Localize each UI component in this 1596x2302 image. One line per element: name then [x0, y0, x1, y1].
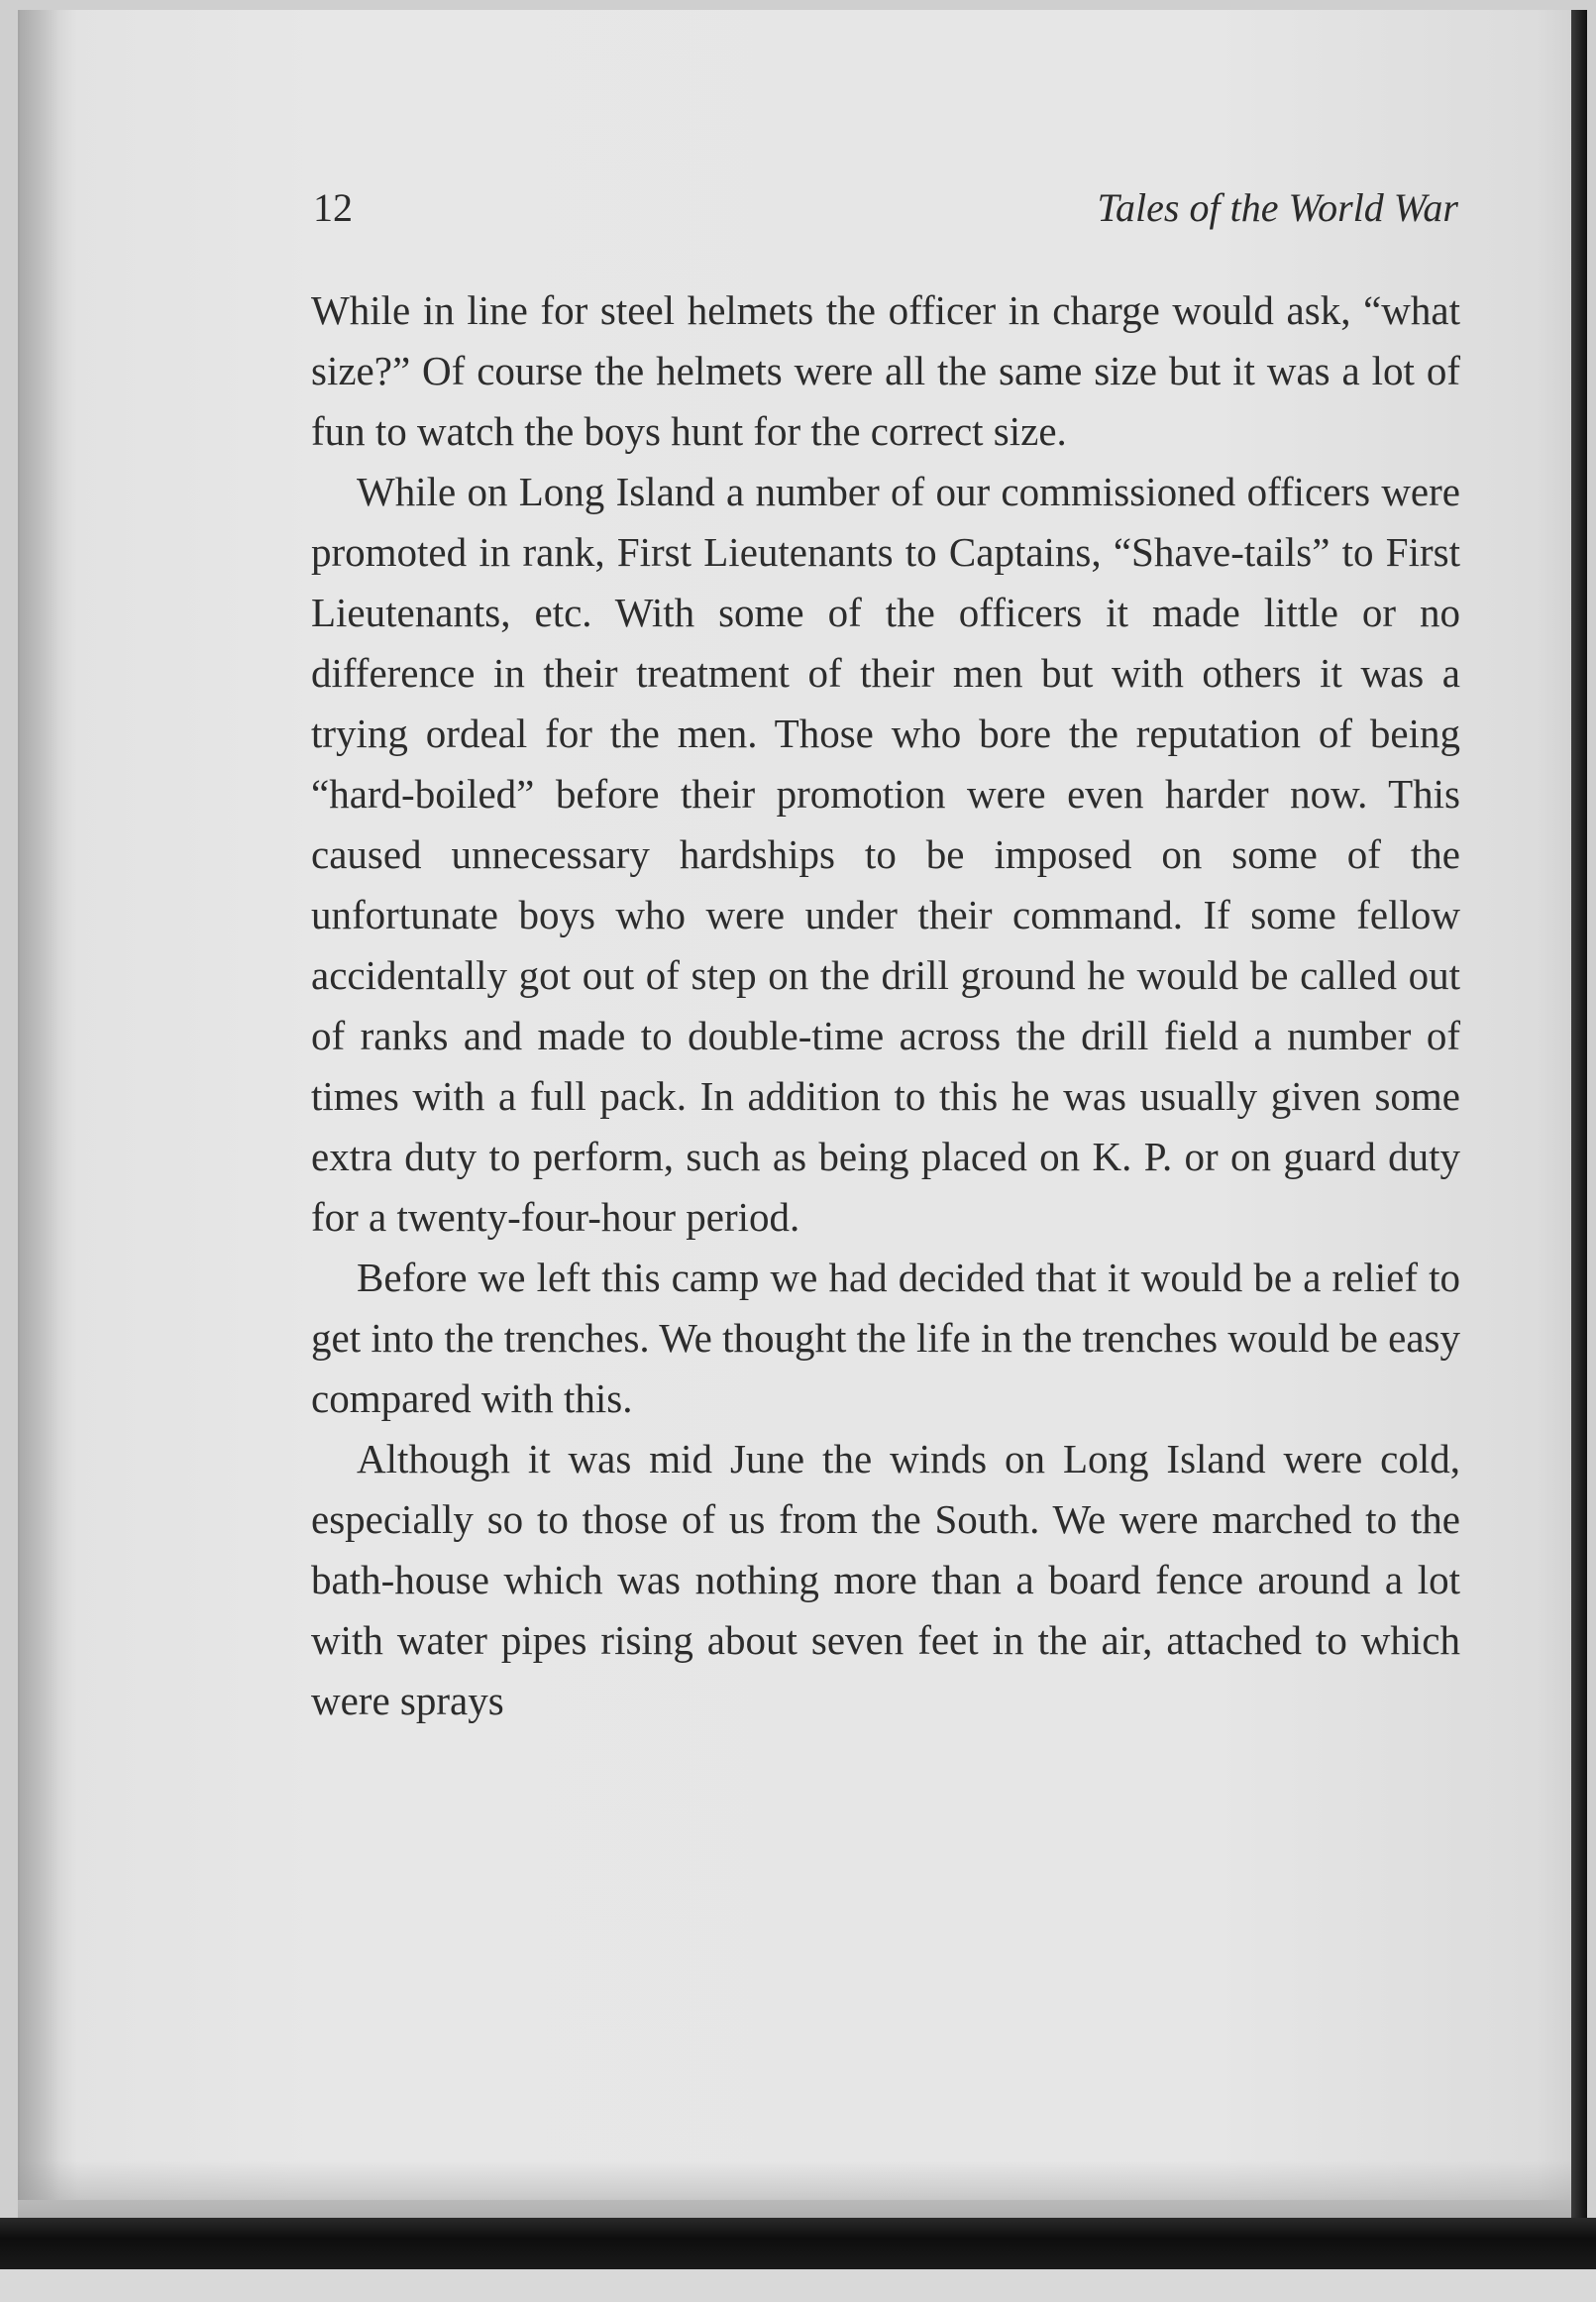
body-text — [311, 280, 1460, 1731]
scanner-bed — [0, 2269, 1596, 2302]
paragraph-4: Although it was mid June the winds on Long Island were cold, especially so to those of us from the South. We were marched to the bath-house which was nothing more than a board fence around a lot with water pipes rising about seven feet in the air, attached to which were sprays — [311, 1436, 1460, 1723]
paragraph-3: Before we left this camp we had decided that it would be a relief to get into the trenches. We thought the life in the trenches would be easy compared with this. — [311, 1255, 1460, 1421]
bottom-scan-edge — [0, 2218, 1596, 2269]
spine-shadow — [18, 10, 77, 2200]
bottom-shadow — [18, 2160, 1573, 2218]
running-title: Tales of the World War — [1097, 185, 1458, 230]
right-page-edge — [1571, 10, 1587, 2269]
page-number: 12 — [313, 185, 353, 230]
paragraph-1: While in line for steel helmets the officer in charge would ask, “what size?” Of course the helmets were all the same size but it was a lot of fun to watch the boys hunt for the correct size. — [311, 287, 1460, 454]
running-header — [313, 178, 1458, 238]
paragraph-2: While on Long Island a number of our commissioned officers were promoted in rank, First Lieutenants to Captains, “Shave-tails” to First Lieutenants, etc. With some of the officers it made little or no difference in their treatment of their men but with others it was a trying ordeal for the men. Those who bore the reputation of being “hard-boiled” before their promotion were even harder now. This caused unnecessary hardships to be imposed on some of the unfortunate boys who were under their command. If some fellow accidentally got out of step on the drill ground he would be called out of ranks and made to double-time across the drill field a number of times with a full pack. In addition to this he was usually given some extra duty to perform, such as being placed on K. P. or on guard duty for a twenty-four-hour period. — [311, 469, 1460, 1240]
